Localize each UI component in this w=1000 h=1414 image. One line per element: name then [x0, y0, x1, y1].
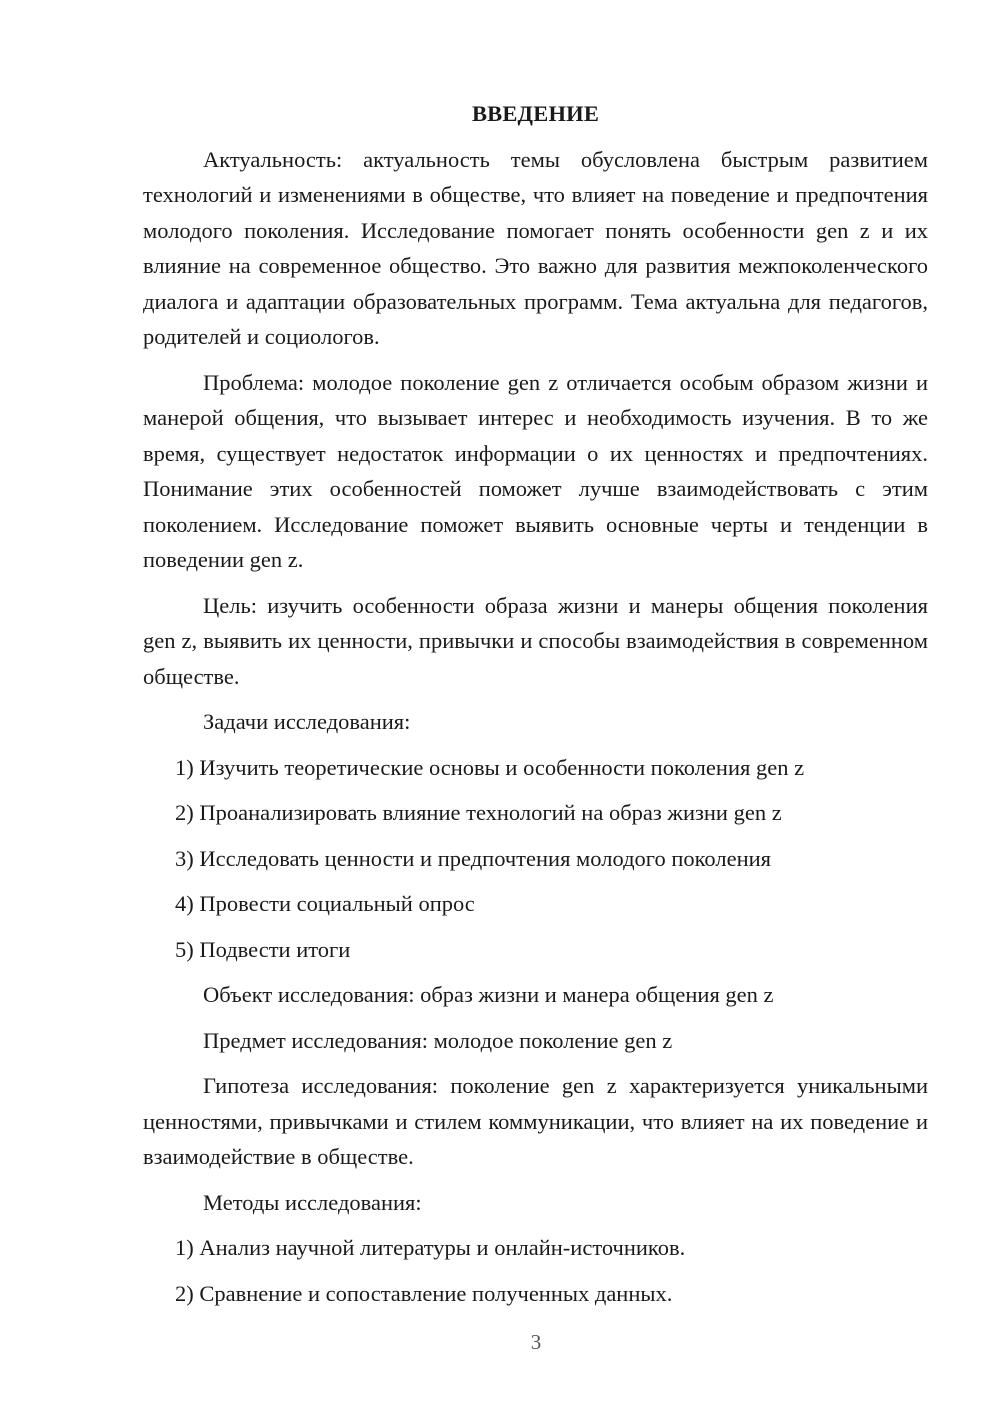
tasks-heading: Задачи исследования:	[203, 709, 411, 734]
methods-heading: Методы исследования:	[203, 1189, 422, 1215]
task-item: 1) Изучить теоретические основы и особенности поколения gen z	[175, 754, 805, 780]
page-content	[143, 96, 928, 1321]
goal-paragraph: Цель: изучить особенности образа жизни и манеры общения поколения gen z, выявить их ценности, привычки и способы взаимодействия в современном обществе.	[143, 592, 928, 689]
task-item: 4) Провести социальный опрос	[175, 891, 475, 916]
problem-paragraph: Проблема: молодое поколение gen z отличается особым образом жизни и манерой общения, что вызывает интерес и необходимость изучения. В то же время, существует недостаток информации о их ценностях и предпочтениях. Понимание этих особенностей поможет лучше взаимодействовать с этим поколением. Исследование поможет выявить основные черты и тенденции в поведении gen z.	[143, 369, 928, 572]
page-number: 3	[530, 1330, 542, 1354]
hypothesis-paragraph: Гипотеза исследования: поколение gen z характеризуется уникальными ценностями, привычками и стилем коммуникации, что влияет на их поведение и взаимодействие в обществе.	[143, 1073, 928, 1169]
section-title: ВВЕДЕНИЕ	[471, 101, 600, 126]
method-item: 1) Анализ научной литературы и онлайн-источников.	[175, 1235, 686, 1260]
relevance-paragraph: Актуальность: актуальность темы обусловлена быстрым развитием технологий и изменениями в обществе, что влияет на поведение и предпочтения молодого поколения. Исследование помогает понять особенности gen z и их влияние на современное общество. Это важно для развития межпоколенческого диалога и адаптации образовательных программ. Тема актуальна для педагогов, родителей и социологов.	[143, 146, 928, 349]
task-item: 2) Проанализировать влияние технологий на образ жизни gen z	[175, 800, 782, 825]
object-line: Объект исследования: образ жизни и манера общения gen z	[203, 982, 774, 1007]
task-item: 3) Исследовать ценности и предпочтения молодого поколения	[175, 845, 771, 871]
task-item: 5) Подвести итоги	[175, 936, 351, 962]
method-item: 2) Сравнение и сопоставление полученных данных.	[175, 1280, 673, 1306]
subject-line: Предмет исследования: молодое поколение gen z	[203, 1027, 673, 1053]
